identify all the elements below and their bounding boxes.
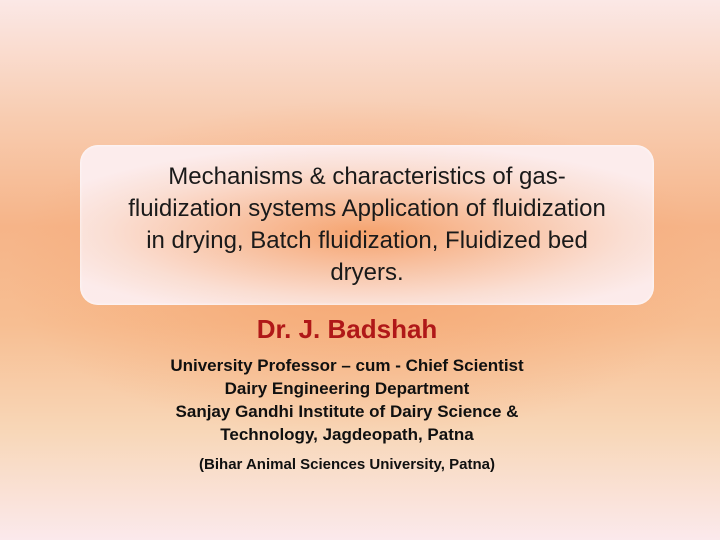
title-line-2: fluidization systems Application of fluidization xyxy=(128,195,606,222)
slide-title xyxy=(87,161,647,289)
affiliation-line-4: Technology, Jagdeopath, Patna xyxy=(220,425,474,444)
title-line-4: dryers. xyxy=(330,259,404,286)
author-name: Dr. J. Badshah xyxy=(256,314,438,344)
title-line-3: in drying, Batch fluidization, Fluidized bed xyxy=(146,227,588,254)
affiliation-line-1: University Professor – cum - Chief Scientist xyxy=(170,356,524,375)
title-box xyxy=(80,145,654,305)
affiliation-line-2: Dairy Engineering Department xyxy=(224,379,470,398)
affiliation-line-3: Sanjay Gandhi Institute of Dairy Science & xyxy=(175,402,519,421)
university-name: (Bihar Animal Sciences University, Patna) xyxy=(199,456,495,473)
title-line-1: Mechanisms & characteristics of gas- xyxy=(168,163,566,190)
affiliation xyxy=(0,354,694,446)
